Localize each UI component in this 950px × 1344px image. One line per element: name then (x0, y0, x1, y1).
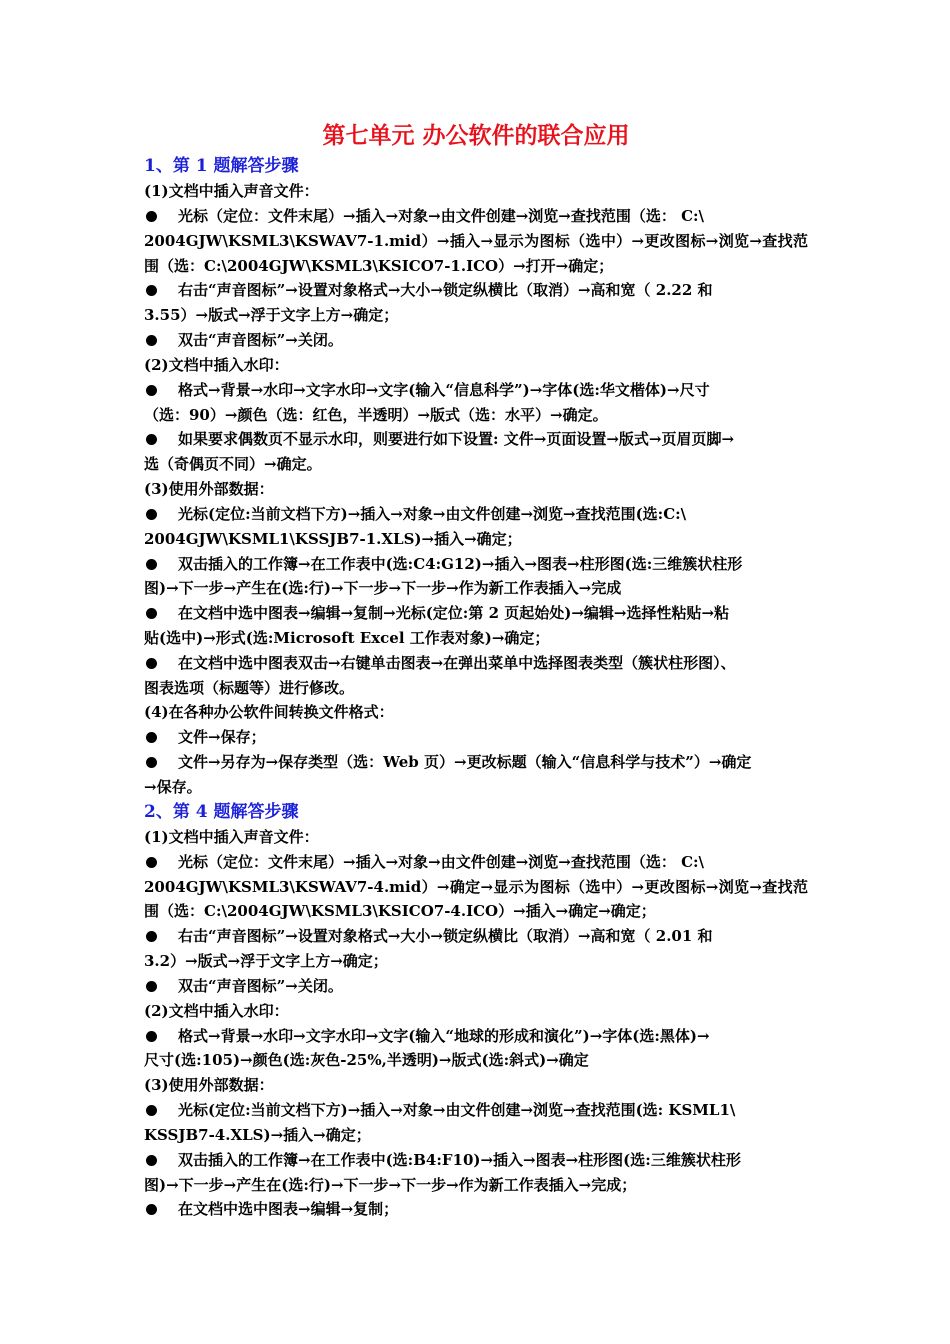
bullet-item (144, 850, 808, 924)
bullet-text-continuation: 图表选项（标题等）进行修改。 (144, 678, 355, 697)
bullet-icon (146, 509, 157, 520)
bullet-text: 在文档中选中图表双击→右键单击图表→在弹出菜单中选择图表类型（簇状柱形图）、 (178, 653, 736, 672)
bullet-icon (146, 335, 157, 346)
bullet-text: 光标(定位:当前文档下方)→插入→对象→由文件创建→浏览→查找范围(选: KSML1\ (178, 1101, 736, 1120)
bullet-icon (146, 757, 157, 768)
bullet-text: 双击插入的工作簿→在工作表中(选:B4:F10)→插入→图表→柱形图(选:三维簇状柱形 (178, 1150, 741, 1169)
bullet-text-continuation: →保存。 (144, 777, 202, 796)
bullet-text-continuation: 贴(选中)→形式(选:Microsoft Excel 工作表对象)→确定； (144, 628, 550, 647)
subsection-heading: (3)使用外部数据： (144, 1076, 274, 1095)
bullet-icon (146, 1105, 157, 1116)
bullet-icon (146, 931, 157, 942)
bullet-item (144, 1148, 808, 1198)
bullet-text: 双击插入的工作簿→在工作表中(选:C4:G12)→插入→图表→柱形图(选:三维簇状柱形 (178, 554, 743, 573)
bullet-item (144, 328, 808, 353)
bullet-text: 格式→背景→水印→文字水印→文字(输入“地球的形成和演化”)→字体(选:黑体)→ (178, 1026, 710, 1045)
bullet-icon (146, 211, 157, 222)
bullet-item (144, 1024, 808, 1074)
section-heading: 1、第 1 题解答步骤 (144, 156, 299, 176)
bullet-text: 光标（定位：文件末尾）→插入→对象→由文件创建→浏览→查找范围（选： C:\ (178, 852, 705, 871)
subsection-heading: (4)在各种办公软件间转换文件格式： (144, 703, 394, 722)
bullet-icon (146, 732, 157, 743)
bullet-text-continuation: 3.55）→版式→浮于文字上方→确定； (144, 306, 399, 325)
subsection-heading: (2)文档中插入水印： (144, 1001, 289, 1020)
bullet-text-continuation: 2004GJW\KSML3\KSWAV7-4.mid）→确定→显示为图标（选中）→更改图标→浏览→查找范围（选：C:\2004GJW\KSML3\KSICO7-4.ICO）→插入→确定→确定； (144, 877, 808, 921)
bullet-item (144, 974, 808, 999)
bullet-text-continuation: KSSJB7-4.XLS)→插入→确定； (144, 1125, 371, 1144)
bullet-item (144, 204, 808, 278)
bullet-item (144, 924, 808, 974)
bullet-text-continuation: 图)→下一步→产生在(选:行)→下一步→下一步→作为新工作表插入→完成； (144, 1175, 637, 1194)
subsection-heading: (2)文档中插入水印： (144, 355, 289, 374)
bullet-icon (146, 658, 157, 669)
bullet-text-continuation: （选：90）→颜色（选：红色，半透明）→版式（选：水平）→确定。 (144, 405, 608, 424)
bullet-item (144, 1098, 808, 1148)
bullet-item (144, 1197, 808, 1222)
bullet-icon (146, 1031, 157, 1042)
bullet-icon (146, 559, 157, 570)
bullet-icon (146, 385, 157, 396)
bullet-item (144, 725, 808, 750)
bullet-item (144, 651, 808, 701)
bullet-item (144, 552, 808, 602)
page-title: 第七单元 办公软件的联合应用 (322, 122, 630, 149)
bullet-text-continuation: 选（奇偶页不同）→确定。 (144, 455, 322, 474)
bullet-text: 双击“声音图标”→关闭。 (178, 330, 343, 349)
bullet-text: 在文档中选中图表→编辑→复制； (178, 1200, 399, 1219)
bullet-text-continuation: 2004GJW\KSML1\KSSJB7-1.XLS)→插入→确定； (144, 529, 522, 548)
bullet-item (144, 427, 808, 477)
bullet-text: 右击“声音图标”→设置对象格式→大小→锁定纵横比（取消）→高和宽（ 2.01 和 (178, 927, 713, 946)
bullet-text: 右击“声音图标”→设置对象格式→大小→锁定纵横比（取消）→高和宽（ 2.22 和 (178, 281, 713, 300)
bullet-text: 文件→保存； (178, 728, 266, 747)
bullet-item (144, 278, 808, 328)
bullet-icon (146, 285, 157, 296)
document-page (144, 118, 808, 1222)
bullet-text-continuation: 图)→下一步→产生在(选:行)→下一步→下一步→作为新工作表插入→完成 (144, 579, 622, 598)
bullet-text-continuation: 3.2）→版式→浮于文字上方→确定； (144, 951, 388, 970)
bullet-text: 文件→另存为→保存类型（选：Web 页）→更改标题（输入“信息科学与技术”）→确定 (178, 753, 752, 772)
subsection-heading: (1)文档中插入声音文件： (144, 827, 319, 846)
bullet-icon (146, 1204, 157, 1215)
bullet-icon (146, 1155, 157, 1166)
subsection-heading: (1)文档中插入声音文件： (144, 182, 319, 200)
bullet-item (144, 750, 808, 800)
bullet-icon (146, 608, 157, 619)
bullet-item (144, 378, 808, 428)
bullet-text: 光标(定位:当前文档下方)→插入→对象→由文件创建→浏览→查找范围(选:C:\ (178, 504, 687, 523)
bullet-text: 在文档中选中图表→编辑→复制→光标(定位:第 2 页起始处)→编辑→选择性粘贴→粘 (178, 604, 730, 623)
subsection-heading: (3)使用外部数据： (144, 479, 274, 498)
bullet-text: 格式→背景→水印→文字水印→文字(输入“信息科学”)→字体(选:华文楷体)→尺寸 (178, 380, 710, 399)
bullet-text: 双击“声音图标”→关闭。 (178, 976, 343, 995)
bullet-icon (146, 857, 157, 868)
bullet-icon (146, 434, 157, 445)
bullet-item (144, 601, 808, 651)
bullet-icon (146, 981, 157, 992)
bullet-text-continuation: 2004GJW\KSML3\KSWAV7-1.mid）→插入→显示为图标（选中）→更改图标→浏览→查找范围（选：C:\2004GJW\KSML3\KSICO7-1.ICO）→打开→确定； (144, 231, 808, 275)
bullet-text: 如果要求偶数页不显示水印，则要进行如下设置: 文件→页面设置→版式→页眉页脚→ (178, 430, 735, 449)
bullet-text: 光标（定位：文件末尾）→插入→对象→由文件创建→浏览→查找范围（选： C:\ (178, 207, 705, 225)
bullet-text-continuation: 尺寸(选:105)→颜色(选:灰色-25%,半透明)→版式(选:斜式)→确定 (144, 1051, 589, 1070)
section-heading: 2、第 4 题解答步骤 (144, 801, 299, 822)
bullet-item (144, 502, 808, 552)
document-body (144, 154, 808, 1222)
